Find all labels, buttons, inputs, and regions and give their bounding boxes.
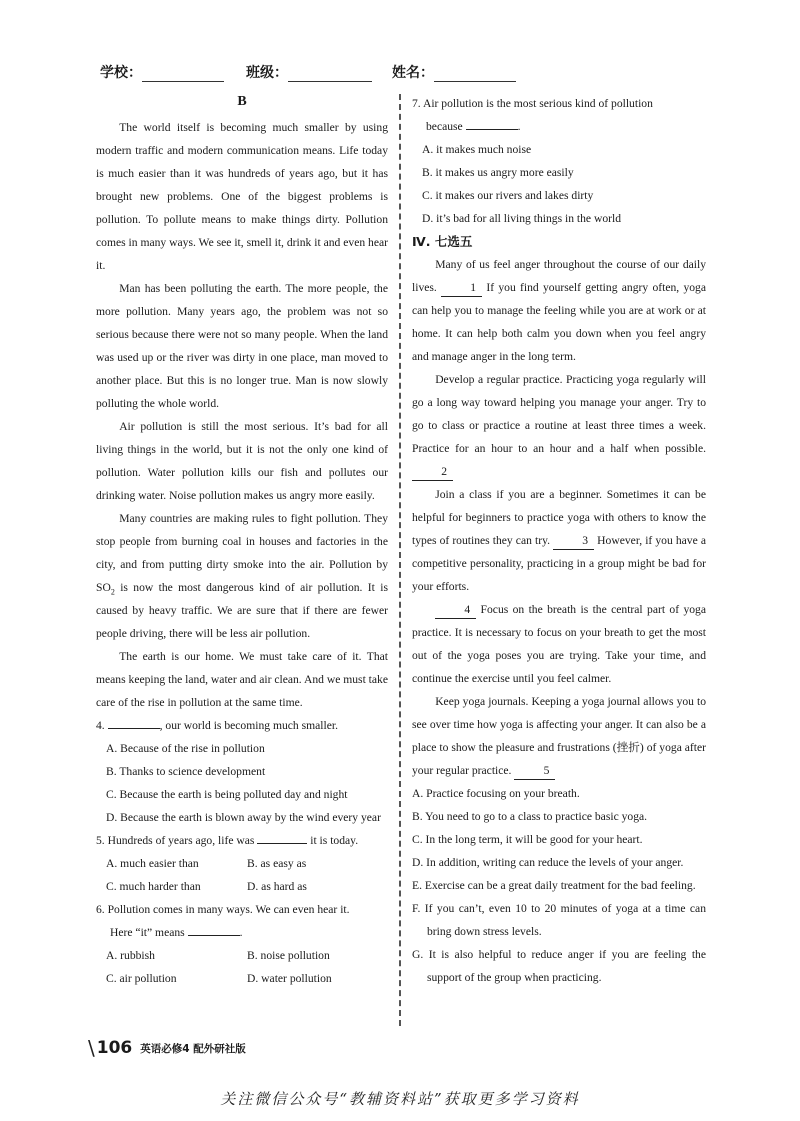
option[interactable]: C. air pollution bbox=[106, 972, 177, 985]
blank-5[interactable]: 5 bbox=[514, 763, 555, 780]
page-number: 106 bbox=[96, 1038, 133, 1058]
school-field bbox=[100, 62, 224, 82]
blank-2[interactable]: 2 bbox=[412, 464, 453, 481]
option[interactable]: D. water pollution bbox=[247, 972, 332, 985]
answer-blank[interactable] bbox=[108, 715, 160, 729]
question-7 bbox=[412, 92, 706, 138]
option[interactable]: C. much harder than bbox=[106, 880, 201, 893]
name-blank[interactable] bbox=[434, 67, 516, 82]
option[interactable]: C. Because the earth is being polluted day and night bbox=[106, 788, 348, 801]
class-blank[interactable] bbox=[288, 67, 372, 82]
yoga-paragraph-1 bbox=[412, 253, 706, 368]
option[interactable]: A. it makes much noise bbox=[422, 143, 532, 156]
option[interactable]: D. In addition, writing can reduce the levels of your anger. bbox=[412, 856, 684, 869]
left-column bbox=[96, 92, 388, 990]
passage-paragraph-so2 bbox=[96, 507, 388, 645]
column-divider bbox=[399, 94, 401, 1026]
option[interactable]: D. as hard as bbox=[247, 880, 307, 893]
option[interactable]: B. Thanks to science development bbox=[106, 765, 266, 778]
option[interactable]: B. noise pollution bbox=[247, 949, 330, 962]
blank-1[interactable]: 1 bbox=[441, 280, 482, 297]
worksheet-header bbox=[100, 62, 660, 84]
question-6 bbox=[96, 898, 388, 944]
passage-paragraph: The world itself is becoming much smaller by using modern traffic and modern communication means. Life today is much easier than it was hundreds of years ago, but it has brought new problems. One of the biggest problems is pollution. To pollute means to make things dirty. Pollution comes in many ways. We see it, smell it, drink it and even hear it. bbox=[96, 121, 388, 272]
para-text: Join a class if you are a beginner. Sometimes it can be helpful for beginners to practice yoga with others to know the types of routines they can try. bbox=[412, 488, 706, 547]
yoga-paragraph-3 bbox=[412, 483, 706, 598]
class-label: 班级： bbox=[246, 65, 288, 81]
name-label: 姓名： bbox=[392, 65, 434, 81]
question-text: . bbox=[239, 926, 243, 939]
passage-title: B bbox=[237, 94, 247, 109]
para-text: However, if you have a competitive personality, practicing in a group might be bad for your efforts. bbox=[412, 534, 706, 593]
yoga-paragraph-2 bbox=[412, 368, 706, 483]
question-text: 7. Air pollution is the most serious kind of pollution bbox=[412, 97, 653, 110]
para-text: Many of us feel anger throughout the course of our daily lives. bbox=[412, 258, 706, 294]
answer-blank[interactable] bbox=[257, 830, 307, 844]
yoga-paragraph-4 bbox=[412, 598, 706, 690]
book-title: 英语必修4 配外研社版 bbox=[140, 1042, 246, 1055]
school-label: 学校： bbox=[100, 65, 142, 81]
option[interactable]: A. Practice focusing on your breath. bbox=[412, 787, 580, 800]
option[interactable]: B. as easy as bbox=[247, 857, 307, 870]
option-row bbox=[96, 852, 388, 875]
question-text: 6. Pollution comes in many ways. We can even hear it. bbox=[96, 903, 350, 916]
option[interactable]: A. rubbish bbox=[106, 949, 155, 962]
footer-mark-icon: \ bbox=[88, 1036, 95, 1060]
right-column bbox=[412, 92, 706, 989]
question-text: because bbox=[426, 120, 463, 133]
option[interactable]: C. it makes our rivers and lakes dirty bbox=[422, 189, 594, 202]
promo-note: 关注微信公众号“教辅资料站”获取更多学习资料 bbox=[220, 1090, 580, 1108]
option[interactable]: A. much easier than bbox=[106, 857, 199, 870]
question-number: 4. bbox=[96, 719, 105, 732]
option[interactable]: E. Exercise can be a great daily treatment for the bad feeling. bbox=[412, 879, 696, 892]
option[interactable]: C. In the long term, it will be good for your heart. bbox=[412, 833, 643, 846]
question-text: , our world is becoming much smaller. bbox=[159, 719, 338, 732]
option-row bbox=[96, 944, 388, 967]
option-row bbox=[96, 967, 388, 990]
option[interactable]: B. You need to go to a class to practice basic yoga. bbox=[412, 810, 648, 823]
question-5 bbox=[96, 829, 388, 852]
para-text: Develop a regular practice. Practicing yoga regularly will go a long way toward helping you manage your anger. Try to go to class or practice a routine at least three times a week. Practice for an hour to an hour and a half when possible. bbox=[412, 373, 706, 455]
class-field bbox=[246, 62, 372, 82]
page-footer bbox=[88, 1037, 246, 1059]
name-field bbox=[392, 62, 516, 82]
para-text: Keep yoga journals. Keeping a yoga journal allows you to see over time how yoga is affecting your anger. It can also be a place to show the pleasure and frustrations (挫折) of yoga after your regular practice. bbox=[412, 695, 706, 777]
question-text: it is today. bbox=[310, 834, 359, 847]
blank-3[interactable]: 3 bbox=[553, 533, 594, 550]
passage-paragraph: Man has been polluting the earth. The more people, the more pollution. Many years ago, the problem was not so serious because there were not so many people. When the land was used up or the river was dirty in one place, man moved to another place. But this is no longer true. Man is now slowly polluting the whole world. bbox=[96, 282, 388, 410]
option[interactable]: G. It is also helpful to reduce anger if you are feeling the support of the group when practicing. bbox=[412, 948, 706, 984]
passage-paragraph: The earth is our home. We must take care of it. That means keeping the land, water and air clean. And we must take care of the rise in pollution at the same time. bbox=[96, 650, 388, 709]
para-text: If you find yourself getting angry often, yoga can help you to manage the feeling while you are at work or at home. It can help both calm you down when you feel angry and manage anger in the long term. bbox=[412, 281, 706, 363]
question-text: Here “it” means bbox=[110, 926, 185, 939]
blank-4[interactable]: 4 bbox=[435, 602, 476, 619]
subscript: 2 bbox=[110, 587, 115, 597]
option[interactable]: F. If you can’t, even 10 to 20 minutes of yoga at a time can bring down stress levels. bbox=[412, 902, 706, 938]
yoga-paragraph-5 bbox=[412, 690, 706, 782]
answer-blank[interactable] bbox=[188, 922, 240, 936]
answer-blank[interactable] bbox=[466, 116, 518, 130]
option[interactable]: D. Because the earth is blown away by the wind every year bbox=[106, 811, 381, 824]
option[interactable]: A. Because of the rise in pollution bbox=[106, 742, 265, 755]
option[interactable]: B. it makes us angry more easily bbox=[422, 166, 574, 179]
passage-paragraph: Air pollution is still the most serious. It’s bad for all living things in the world, but it is not the only one kind of pollution. Water pollution kills our fish and pollutes our drinking water. Noise pollution makes us angry more easily. bbox=[96, 420, 388, 502]
option-row bbox=[96, 875, 388, 898]
question-text: . bbox=[517, 120, 521, 133]
school-blank[interactable] bbox=[142, 67, 224, 82]
section-heading: Ⅳ. 七选五 bbox=[412, 234, 473, 249]
question-text: 5. Hundreds of years ago, life was bbox=[96, 834, 255, 847]
para-text: is now the most dangerous kind of air pollution. It is caused by heavy traffic. We are sure that if there are fewer people driving, there will be less air pollution. bbox=[96, 581, 388, 640]
para-text: Many countries are making rules to fight pollution. They stop people from burning coal in houses and factories in the city, and from putting dirty smoke into the air. Pollution by SO bbox=[96, 512, 388, 594]
para-text: Focus on the breath is the central part of yoga practice. It is necessary to focus on your breath to get the most out of the yoga poses you are trying. Take your time, and continue the exercise until you feel calmer. bbox=[412, 603, 706, 685]
option[interactable]: D. it’s bad for all living things in the world bbox=[422, 212, 622, 225]
question-4 bbox=[96, 714, 388, 737]
